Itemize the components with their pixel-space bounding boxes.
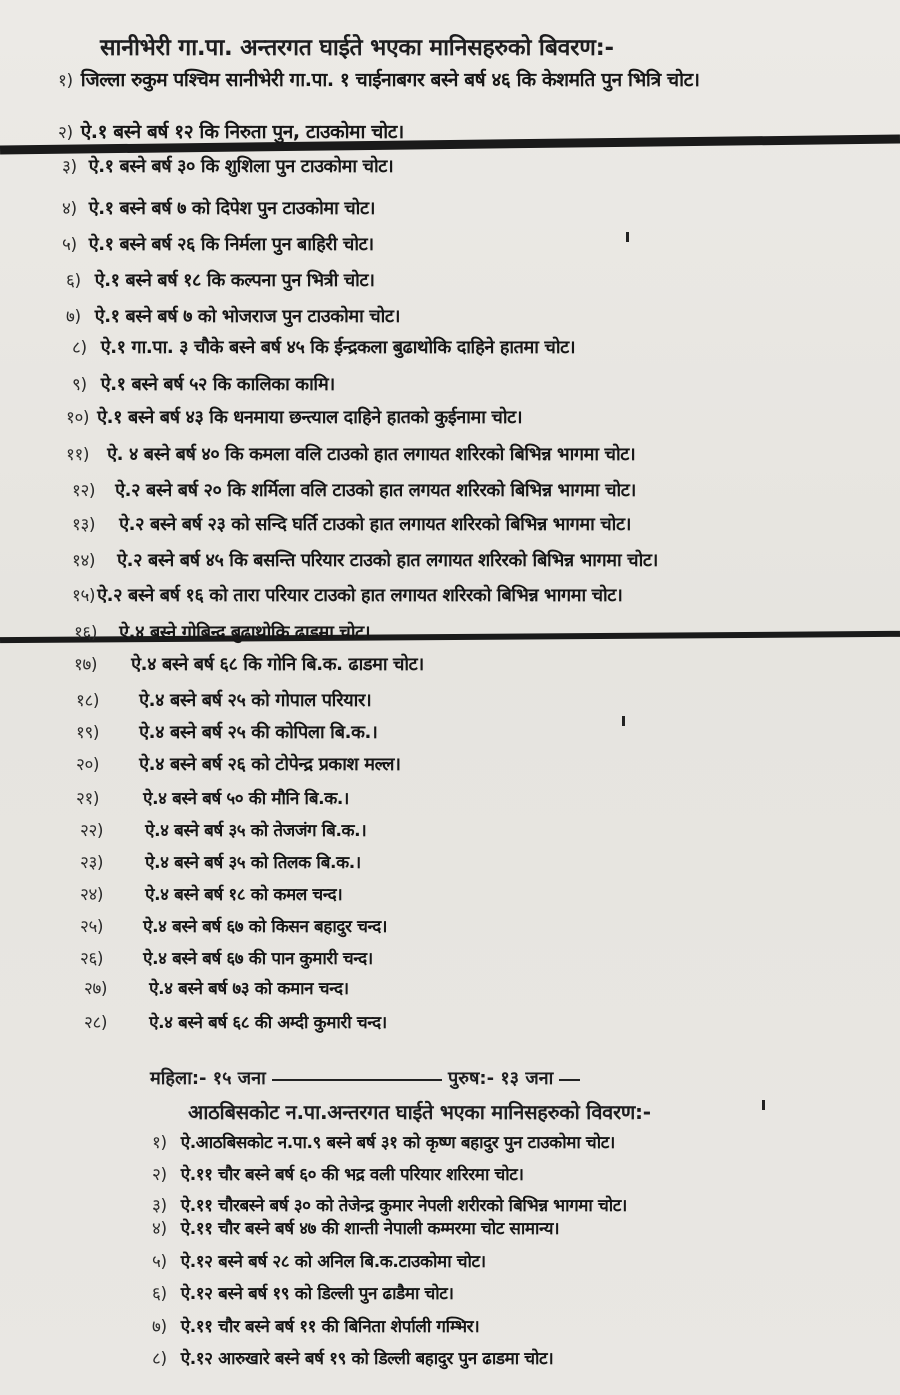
list-item (76, 688, 371, 712)
list-item (62, 196, 375, 220)
item-number: २४) (80, 885, 104, 905)
item-text: ऐ.४ बस्ने बर्ष १८ को कमल चन्द। (145, 885, 343, 905)
item-number: ८) (72, 338, 87, 358)
item-number: २) (152, 1165, 167, 1185)
item-text: जिल्ला रुकुम पश्चिम सानीभेरी गा.पा. १ चाईनाबगर बस्ने बर्ष ४६ कि केशमति पुन भित्रि चोट। (80, 69, 700, 91)
ink-speck (762, 1100, 765, 1110)
item-number: ४) (62, 199, 77, 219)
list-item (74, 620, 370, 644)
item-number: ६) (66, 271, 81, 291)
item-number: १६) (74, 623, 98, 643)
item-number: ९) (72, 375, 87, 395)
list-item (72, 512, 631, 536)
item-text: ऐ.४ बस्ने बर्ष ३५ को तेजजंग बि.क.। (145, 821, 367, 841)
item-number: २) (58, 123, 73, 143)
item-text: ऐ.१ बस्ने बर्ष ४३ कि धनमाया छन्त्याल दाहिने हातको कुईनामा चोट। (97, 407, 523, 428)
item-text: ऐ.१ बस्ने बर्ष ७ को भोजराज पुन टाउकोमा चोट। (94, 306, 401, 327)
item-number: ३) (152, 1196, 167, 1216)
item-text: ऐ.१ बस्ने बर्ष १२ कि निरुता पुन, टाउकोमा चोट। (80, 121, 404, 143)
item-text: ऐ.१ बस्ने बर्ष ७ को दिपेश पुन टाउकोमा चोट। (88, 198, 376, 219)
ink-speck (626, 232, 629, 242)
list-item (66, 268, 375, 292)
item-text: ऐ. ४ बस्ने बर्ष ४० कि कमला वलि टाउको हात लगायत शरिरको बिभिन्न भागमा चोट। (107, 444, 636, 465)
list-item (80, 882, 342, 905)
item-text: ऐ.१२ बस्ने बर्ष १९ को डिल्ली पुन ढाडैमा चोट। (180, 1284, 454, 1304)
item-number: ८) (152, 1349, 167, 1369)
item-number: १०) (66, 408, 90, 428)
item-text: ऐ.११ चौर बस्ने बर्ष ६० की भद्र वली परियार शरिरमा चोट। (180, 1165, 524, 1185)
item-text: ऐ.४ बस्ने बर्ष ५० की मौनि बि.क.। (143, 789, 349, 809)
item-text: ऐ.१ बस्ने बर्ष ५२ कि कालिका कामि। (100, 374, 335, 395)
item-number: १५) (72, 586, 96, 606)
item-text: ऐ.२ बस्ने बर्ष २० कि शर्मिला वलि टाउको हात लगयत शरिरको बिभिन्न भागमा चोट। (115, 480, 636, 501)
item-number: ११) (66, 445, 90, 465)
item-text: ऐ.४ बस्ने बर्ष २५ की कोपिला बि.क.। (139, 722, 378, 743)
item-number: २८) (84, 1013, 108, 1033)
item-number: १९) (76, 723, 100, 743)
item-text: ऐ.२ बस्ने बर्ष ४५ कि बसन्ति परियार टाउको हात लगायत शरिरको बिभिन्न भागमा चोट। (117, 550, 658, 571)
list-item (80, 818, 366, 841)
item-text: ऐ.११ चौर बस्ने बर्ष ४७ की शान्ती नेपाली कम्मरमा चोट सामान्य। (180, 1219, 560, 1239)
list-item (152, 1130, 615, 1153)
list-item (152, 1249, 486, 1272)
list-item (66, 405, 522, 429)
item-number: ५) (62, 235, 77, 255)
list-item (72, 372, 335, 396)
item-number: १७) (74, 655, 98, 675)
item-text: ऐ.१ गा.पा. ३ चौके बस्ने बर्ष ४५ कि ईन्द्रकला बुढाथोकि दाहिने हातमा चोट। (100, 337, 576, 358)
item-number: २६) (80, 949, 104, 969)
list-item (72, 478, 636, 502)
item-number: २५) (80, 917, 104, 937)
list-item (72, 583, 622, 607)
list-item (66, 442, 635, 466)
gender-summary (150, 1066, 580, 1092)
list-item (62, 154, 393, 178)
item-text: ऐ.२ बस्ने बर्ष १६ को तारा परियार टाउको हात लगायत शरिरको बिभिन्न भागमा चोट। (97, 585, 623, 606)
list-item (152, 1314, 479, 1337)
list-item (72, 335, 575, 359)
list-item (152, 1281, 454, 1304)
item-text: ऐ.४ बस्ने बर्ष ३५ को तिलक बि.क.। (145, 853, 361, 873)
list-item (80, 914, 387, 937)
item-number: १४) (72, 551, 96, 571)
item-number: १) (152, 1133, 167, 1153)
item-text: ऐ.१ बस्ने बर्ष १८ कि कल्पना पुन भित्री चोट। (94, 270, 375, 291)
item-text: ऐ.४ बस्ने बर्ष ६८ कि गोनि बि.क. ढाडमा चोट। (131, 654, 424, 675)
item-number: ७) (66, 307, 81, 327)
list-item (66, 304, 400, 328)
item-text: ऐ.४ बस्ने बर्ष २५ को गोपाल परियार। (139, 690, 372, 711)
item-text: ऐ.४ बस्ने बर्ष ६७ की पान कुमारी चन्द। (143, 949, 373, 969)
item-text: ऐ.४ बस्ने बर्ष ६८ की अम्दी कुमारी चन्द। (149, 1013, 387, 1033)
list-item (76, 752, 401, 776)
item-number: २१) (76, 789, 100, 809)
list-item (84, 976, 349, 999)
ink-speck (622, 716, 625, 726)
item-number: ५) (152, 1252, 167, 1272)
item-number: १) (58, 71, 73, 91)
item-number: १२) (72, 481, 96, 501)
item-number: १८) (76, 691, 100, 711)
list-item (74, 652, 424, 676)
list-item (76, 720, 377, 744)
list-item (76, 786, 349, 809)
item-text: ऐ.४ बस्ने बर्ष ७३ को कमान चन्द। (149, 979, 349, 999)
list-item (152, 1162, 524, 1185)
item-text: ऐ.१२ आरुखारे बस्ने बर्ष १९ को डिल्ली बहादुर पुन ढाडमा चोट। (180, 1349, 554, 1369)
list-item (84, 1010, 387, 1033)
item-text: ऐ.४ बस्ने बर्ष ६७ को किसन बहादुर चन्द। (143, 917, 387, 937)
list-item (58, 66, 700, 92)
item-text: ऐ.११ चौरबस्ने बर्ष ३० को तेजेन्द्र कुमार नेपली शरीरको बिभिन्न भागमा चोट। (180, 1196, 627, 1216)
item-text: ऐ.आठबिसकोट न.पा.९ बस्ने बर्ष ३१ को कृष्ण बहादुर पुन टाउकोमा चोट। (180, 1133, 615, 1153)
item-number: ३) (62, 157, 77, 177)
female-count: महिला:- १५ जना (150, 1066, 272, 1090)
item-number: २७) (84, 979, 108, 999)
list-item (72, 548, 658, 572)
item-text: ऐ.११ चौर बस्ने बर्ष ११ की बिनिता शेर्पाली गम्भिर। (180, 1317, 480, 1337)
male-count: पुरुष:- १३ जना (442, 1066, 559, 1090)
item-number: ४) (152, 1219, 167, 1239)
list-item (58, 118, 404, 144)
item-text: ऐ.१२ बस्ने बर्ष २८ को अनिल बि.क.टाउकोमा चोट। (180, 1252, 486, 1272)
item-number: ७) (152, 1317, 167, 1337)
item-number: २२) (80, 821, 104, 841)
document-title: सानीभेरी गा.पा. अन्तरगत घाईते भएका मानिसहरुको बिवरण:- (100, 35, 614, 61)
item-text: ऐ.४ बस्ने बर्ष २६ को टोपेन्द्र प्रकाश मल्ल। (139, 754, 401, 775)
section2-title: आठबिसकोट न.पा.अन्तरगत घाईते भएका मानिसहरुको विवरण:- (188, 1100, 651, 1124)
list-item (152, 1346, 553, 1369)
item-text: ऐ.४ बस्ने गोबिन्द बुढाथोकि ढाडमा चोट। (119, 622, 371, 643)
list-item (62, 232, 374, 256)
list-item (152, 1193, 627, 1216)
item-number: २०) (76, 755, 100, 775)
list-item (80, 946, 373, 969)
item-number: १३) (72, 515, 96, 535)
list-item (152, 1216, 559, 1239)
list-item (80, 850, 361, 873)
item-number: ६) (152, 1284, 167, 1304)
item-text: ऐ.१ बस्ने बर्ष २६ कि निर्मला पुन बाहिरी चोट। (88, 234, 374, 255)
item-text: ऐ.१ बस्ने बर्ष ३० कि शुशिला पुन टाउकोमा चोट। (88, 156, 394, 177)
item-text: ऐ.२ बस्ने बर्ष २३ को सन्दि घर्ति टाउको हात लगायत शरिरको बिभिन्न भागमा चोट। (119, 514, 632, 535)
item-number: २३) (80, 853, 104, 873)
